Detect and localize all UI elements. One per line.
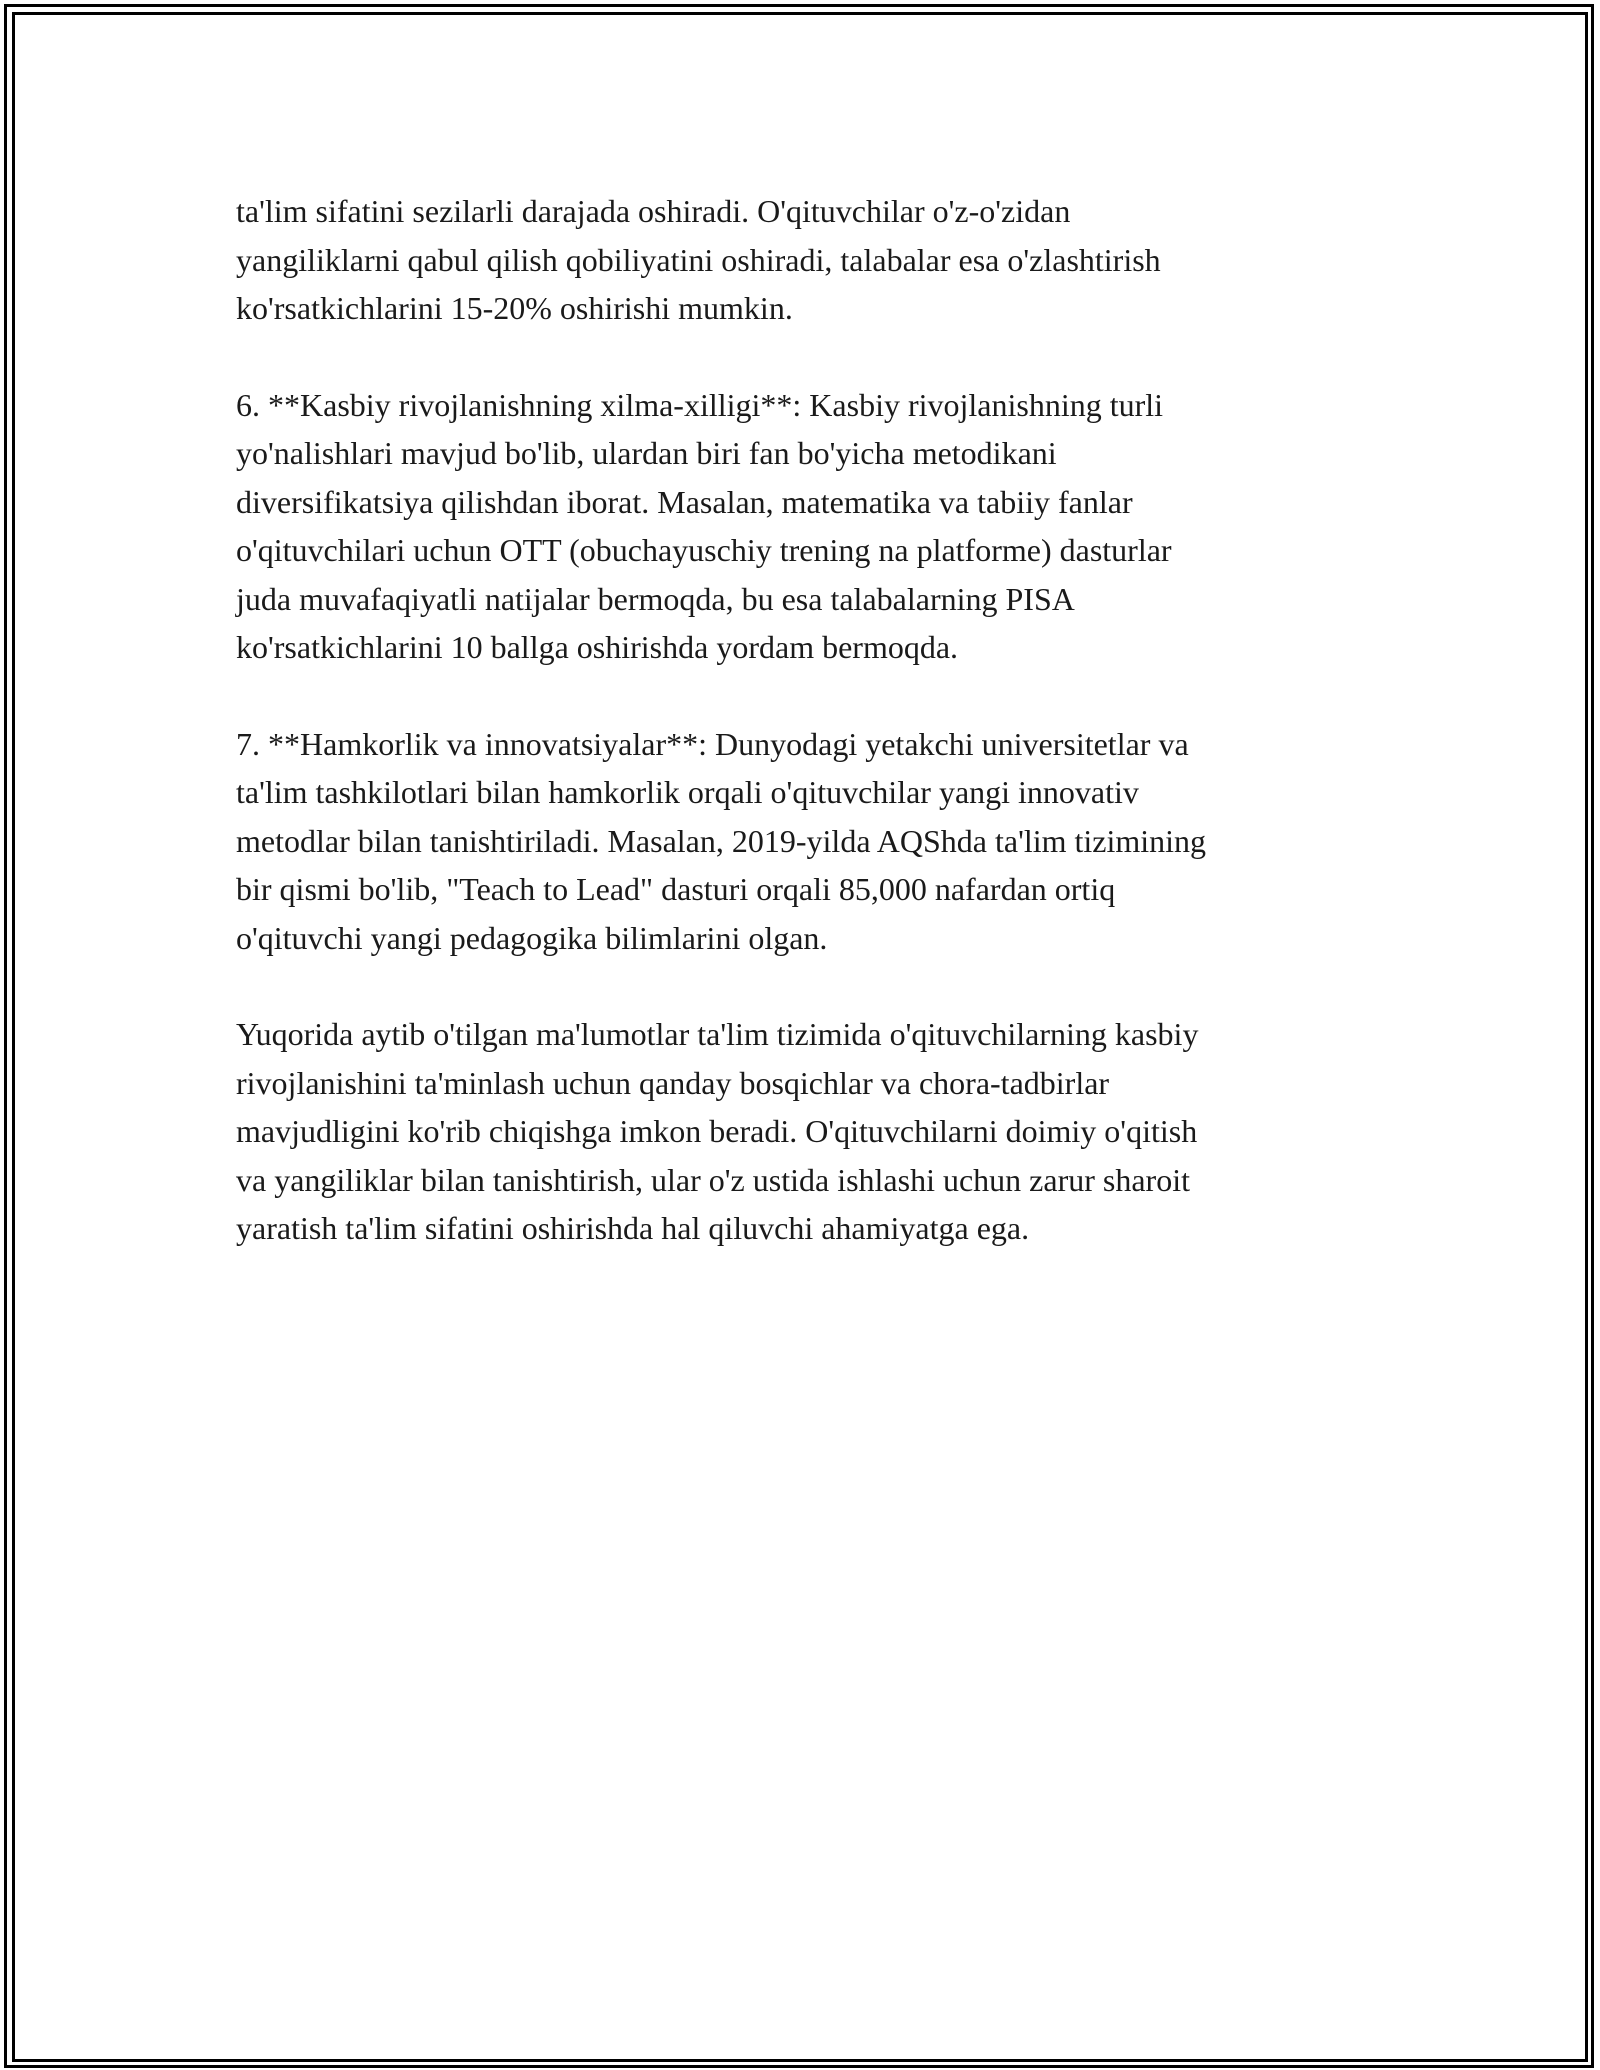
text-line: ko'rsatkichlarini 10 ballga oshirishda yordam bermoqda. <box>236 629 959 665</box>
text-line: diversifikatsiya qilishdan iborat. Masalan, matematika va tabiiy fanlar <box>236 483 1133 520</box>
text-line: yo'nalishlari mavjud bo'lib, ulardan biri fan bo'yicha metodikani <box>236 435 1057 471</box>
paragraph-quality-continuation <box>236 187 1376 333</box>
text-line: bir qismi bo'lib, "Teach to Lead" dasturi orqali 85,000 nafardan ortiq <box>236 871 1116 907</box>
text-line: 7. **Hamkorlik va innovatsiyalar**: Dunyodagi yetakchi universitetlar va <box>236 725 1189 762</box>
text-line: mavjudligini ko'rib chiqishga imkon beradi. O'qituvchilarni doimiy o'qitish <box>236 1113 1198 1149</box>
text-line: ta'lim sifatini sezilarli darajada oshiradi. O'qituvchilar o'z-o'zidan <box>236 193 1071 229</box>
text-line: rivojlanishini ta'minlash uchun qanday bosqichlar va chora-tadbirlar <box>236 1064 1110 1101</box>
text-line: Yuqorida aytib o'tilgan ma'lumotlar ta'lim tizimida o'qituvchilarning kasbiy <box>236 1016 1199 1052</box>
paragraph-item-6 <box>236 381 1376 672</box>
text-line: yangiliklarni qabul qilish qobiliyatini oshiradi, talabalar esa o'zlashtirish <box>236 241 1161 278</box>
text-line: yaratish ta'lim sifatini oshirishda hal qiluvchi ahamiyatga ega. <box>236 1210 1030 1246</box>
text-line: metodlar bilan tanishtiriladi. Masalan, 2019-yilda AQShda ta'lim tizimining <box>236 822 1207 859</box>
paragraph-conclusion <box>236 1010 1376 1253</box>
text-line: 6. **Kasbiy rivojlanishning xilma-xilligi**: Kasbiy rivojlanishning turli <box>236 386 1164 423</box>
text-line: juda muvafaqiyatli natijalar bermoqda, bu esa talabalarning PISA <box>236 580 1075 617</box>
text-line: o'qituvchi yangi pedagogika bilimlarini olgan. <box>236 919 828 956</box>
text-line: ta'lim tashkilotlari bilan hamkorlik orqali o'qituvchilar yangi innovativ <box>236 774 1139 810</box>
document-body <box>236 187 1376 1301</box>
text-line: o'qituvchilari uchun OTT (obuchayuschiy trening na platforme) dasturlar <box>236 532 1172 568</box>
text-line: va yangiliklar bilan tanishtirish, ular o'z ustida ishlashi uchun zarur sharoit <box>236 1161 1190 1198</box>
text-line: ko'rsatkichlarini 15-20% oshirishi mumkin. <box>236 290 793 326</box>
paragraph-item-7 <box>236 720 1376 963</box>
